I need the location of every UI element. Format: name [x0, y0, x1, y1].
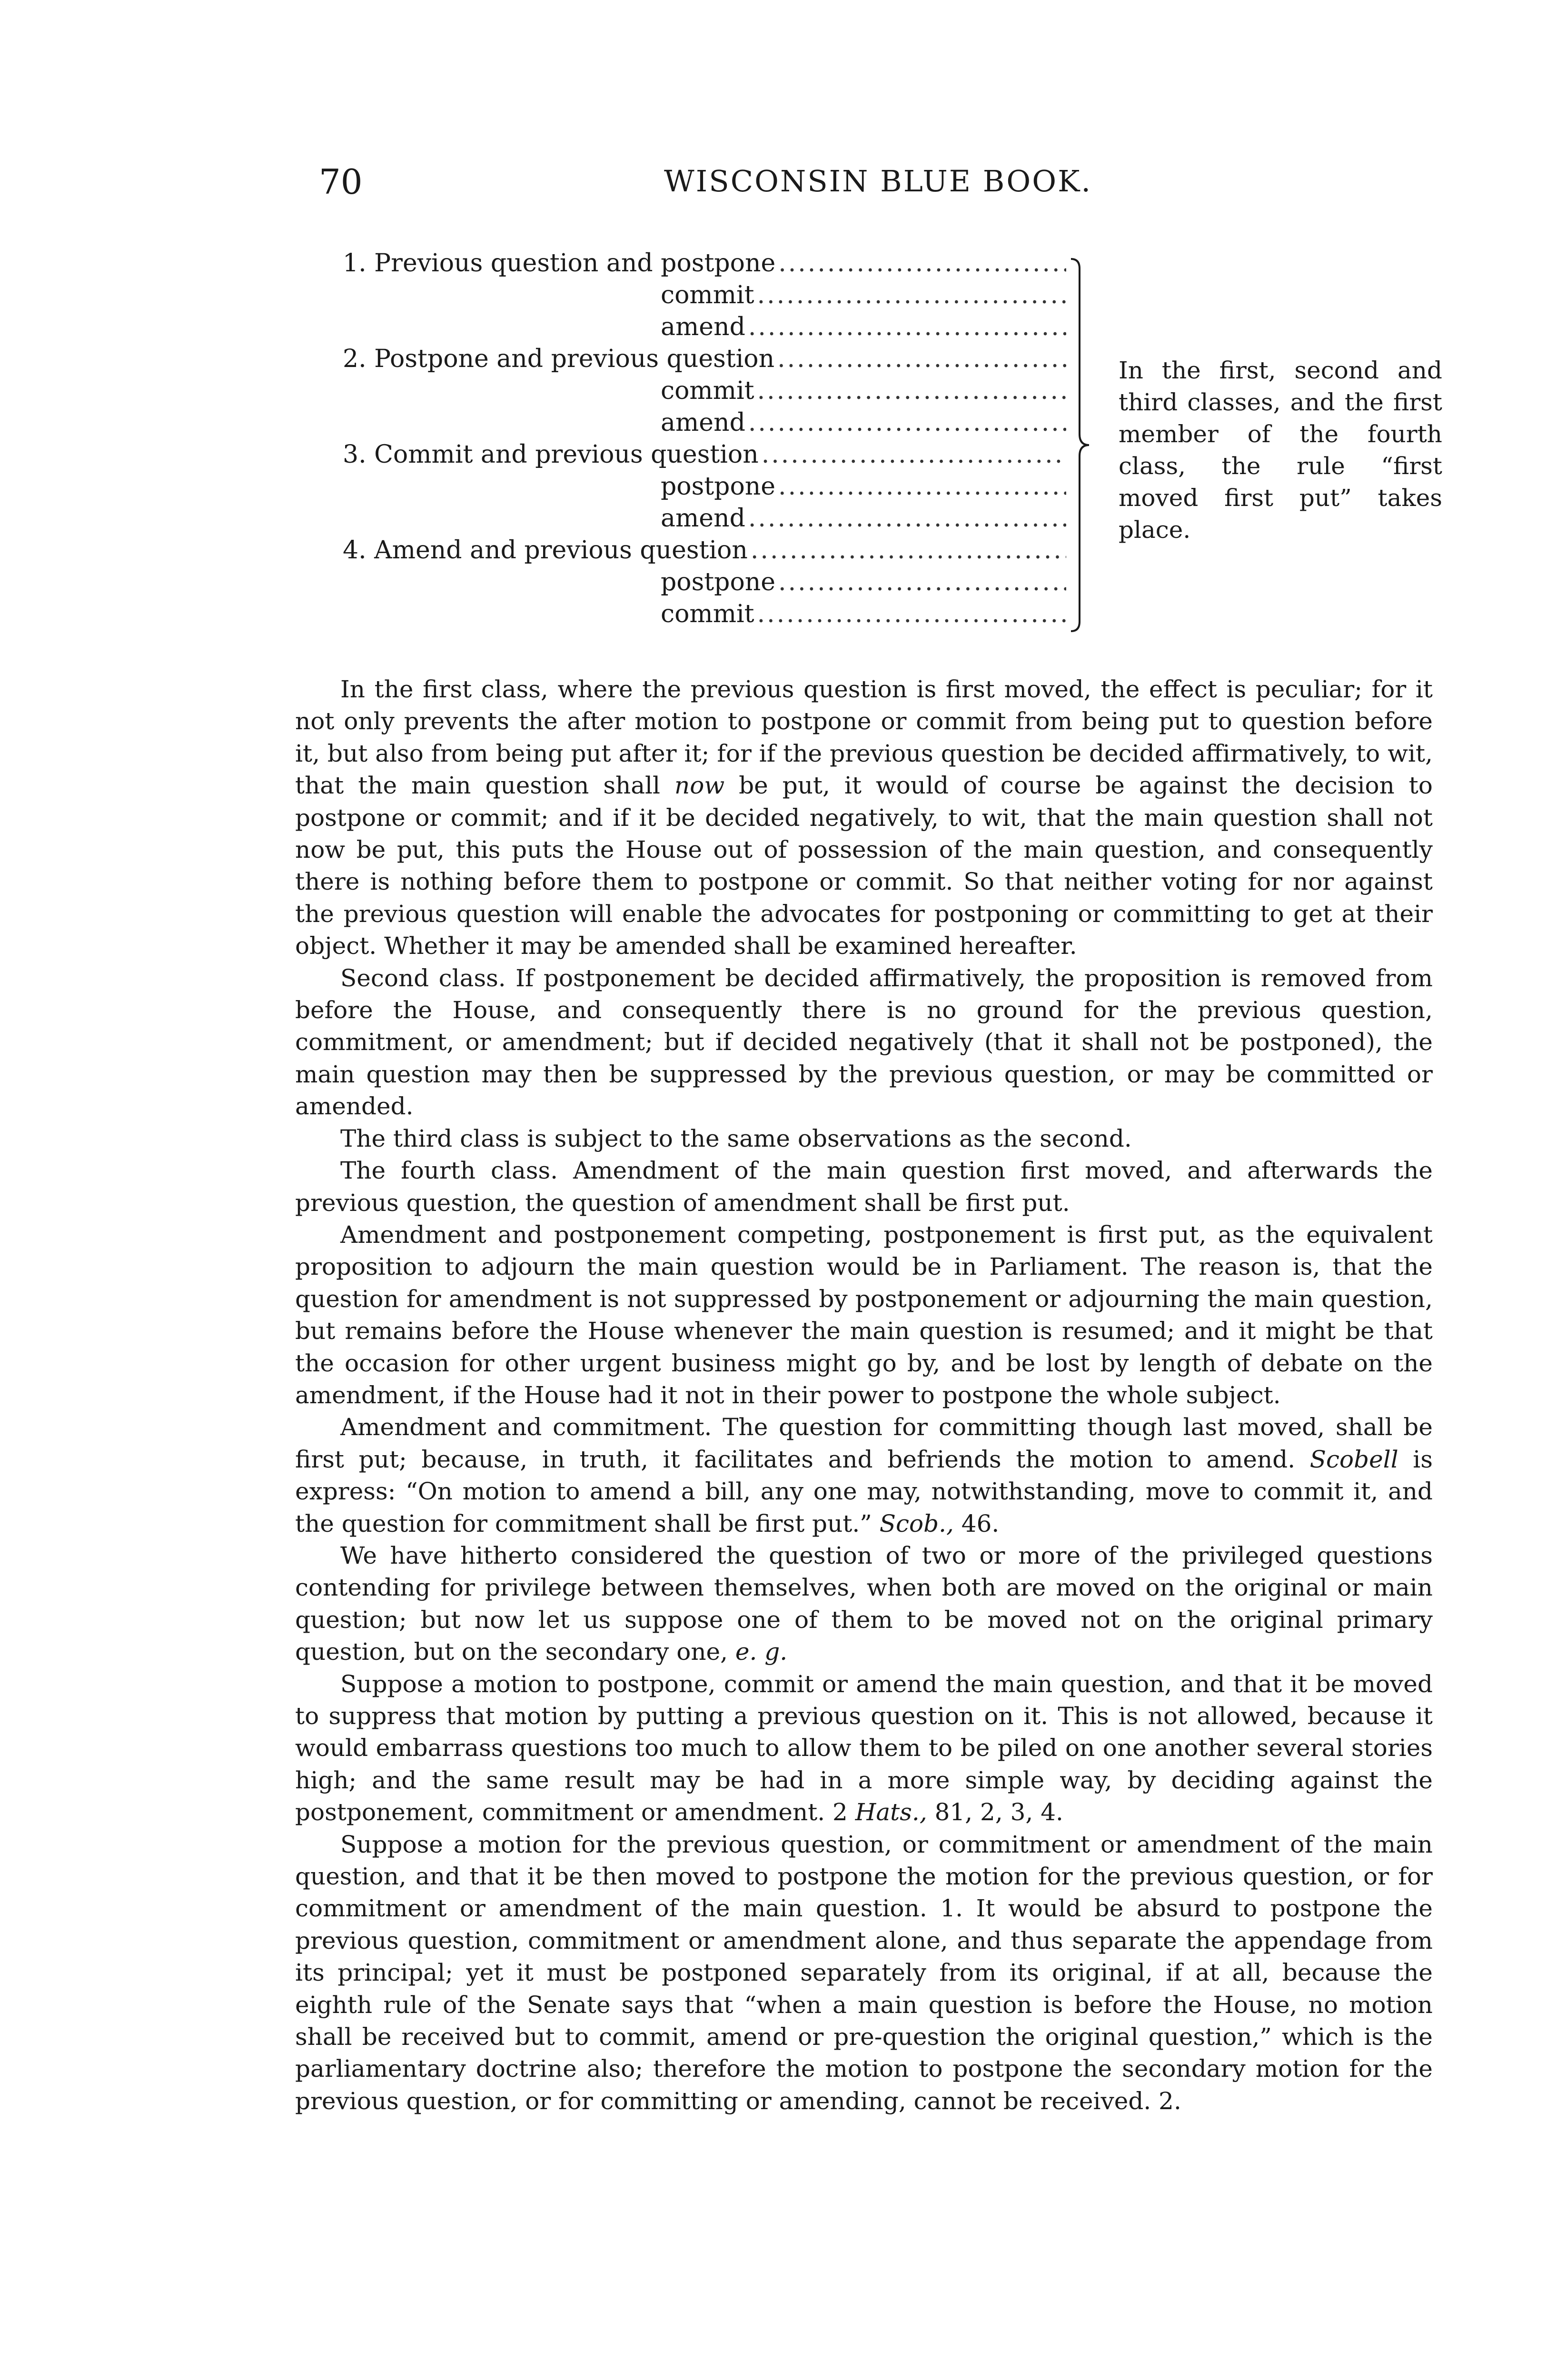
list-item-label: 4. Amend and previous question	[343, 536, 748, 565]
list-item	[343, 311, 1066, 343]
dot-leader	[757, 598, 1066, 630]
paragraph	[295, 1668, 1433, 1829]
paragraph	[295, 674, 1433, 962]
text-run: be put, it would of course be against the decision to postpone or commit; and if it be decided negatively, to wit, that the main question shall not now be put, this puts the House out of possession of the main question, and consequently there is nothing before them to postpone or commit. So that neither voting for nor against the previous question will enable the advocates for postponing or committing to get at their object. Whether it may be amended shall be examined hereafter.	[295, 772, 1433, 960]
text-run: The third class is subject to the same observations as the second.	[340, 1124, 1132, 1152]
list-item-label: 1. Previous question and postpone	[343, 249, 776, 278]
dot-leader	[748, 503, 1066, 535]
text-run: Suppose a motion for the previous question, or commitment or amendment of the main question, and that it be then moved to postpone the motion for the previous question, or for commitment or amendment of the main question. 1. It would be absurd to postpone the previous question, commitment or amendment alone, and thus separate the appendage from its principal; yet it must be postponed separately from its original, if at all, because the eighth rule of the Senate says that “when a main question is before the House, no motion shall be received but to commit, amend or pre-question the original question,” which is the parliamentary doctrine also; therefore the motion to postpone the secondary motion for the previous question, or for committing or amending, cannot be received. 2.	[295, 1830, 1433, 2115]
text-run: The fourth class. Amendment of the main question first moved, and afterwards the previous question, the question of amendment shall be first put.	[295, 1157, 1433, 1217]
list-item-label: amend	[661, 504, 745, 533]
page-header	[0, 162, 1546, 205]
italic-text: now	[674, 772, 725, 800]
dot-leader	[778, 566, 1066, 598]
paragraph	[295, 1829, 1433, 2118]
dot-leader	[778, 248, 1066, 279]
dot-leader	[762, 439, 1066, 471]
paragraph	[295, 1219, 1433, 1411]
list-item	[343, 503, 1066, 535]
dot-leader	[757, 375, 1066, 407]
list-item	[343, 279, 1066, 311]
italic-text: Hats.,	[855, 1798, 927, 1826]
text-run: 81, 2, 3, 4.	[927, 1798, 1063, 1826]
dot-leader	[757, 279, 1066, 311]
list-item	[343, 598, 1066, 630]
list-item-label: amend	[661, 313, 745, 341]
list-item-label: commit	[661, 600, 754, 628]
list-item-label: commit	[661, 377, 754, 405]
text-run: Second class. If postponement be decided affirmatively, the proposition is removed from before the House, and consequently there is no ground for the previous question, commitment, or amendment; but if decided negatively (that it shall not be postponed), the main question may then be suppressed by the previous question, or may be committed or amended.	[295, 964, 1433, 1121]
paragraph	[295, 1411, 1433, 1540]
side-note: In the first, second and third classes, and the first member of the fourth class, the rule “first moved first put” takes place.	[1119, 357, 1442, 544]
text-run: We have hitherto considered the question of two or more of the privileged questions contending for privilege between themselves, when both are moved on the original or main question; but now let us suppose one of them to be moved not on the original primary question, but on the secondary one,	[295, 1541, 1433, 1666]
dot-leader	[748, 407, 1066, 439]
list-item	[343, 471, 1066, 503]
list-item	[343, 343, 1066, 375]
paragraph	[295, 1155, 1433, 1219]
precedence-list	[343, 248, 1066, 630]
list-item-label: 2. Postpone and previous question	[343, 345, 775, 373]
list-item-label: amend	[661, 408, 745, 437]
text-run: Suppose a motion to postpone, commit or amend the main question, and that it be moved to suppress that motion by putting a previous question on it. This is not allowed, because it would embarrass questions too much to allow them to be piled on one another several stories high; and the same result may be had in a more simple way, by deciding against the postponement, commitment or amendment. 2	[295, 1670, 1433, 1826]
dot-leader	[778, 471, 1066, 503]
text-run: Amendment and commitment. The question for committing though last moved, shall be first put; because, in truth, it facilitates and befriends the motion to amend.	[295, 1413, 1433, 1473]
italic-text: e. g.	[735, 1638, 788, 1666]
dot-leader	[751, 535, 1066, 566]
paragraph	[295, 962, 1433, 1123]
italic-text: Scobell	[1309, 1445, 1398, 1473]
paragraph	[295, 1540, 1433, 1668]
running-title: WISCONSIN BLUE BOOK.	[664, 164, 1092, 198]
list-item-label: 3. Commit and previous question	[343, 440, 759, 469]
italic-text: Scob.,	[879, 1509, 954, 1537]
list-item	[343, 248, 1066, 279]
text-run: is express: “On motion to amend a bill, any one may, notwithstanding, move to commit it, and the question for commitment shall be first put.”	[295, 1445, 1433, 1537]
text-run: Amendment and postponement competing, postponement is first put, as the equivalent proposition to adjourn the main question would be in Parliament. The reason is, that the question for amendment is not suppressed by postponement or adjourning the main question, but remains before the House whenever the main question is resumed; and it might be that the occasion for other urgent business might go by, and be lost by length of debate on the amendment, if the House had it not in their power to postpone the whole subject.	[295, 1220, 1433, 1409]
list-item	[343, 566, 1066, 598]
text-run: In the first class, where the previous question is first moved, the effect is peculiar; for it not only prevents the after motion to postpone or commit from being put to question before it, but also from being put after it; for if the previous question be decided affirmatively, to wit, that the main question shall	[295, 675, 1433, 800]
text-run: 46.	[953, 1509, 1000, 1537]
list-item	[343, 407, 1066, 439]
list-item	[343, 439, 1066, 471]
dot-leader	[748, 311, 1066, 343]
list-item	[343, 535, 1066, 566]
list-item-label: commit	[661, 281, 754, 309]
curly-brace-icon	[1068, 257, 1092, 633]
list-item-label: postpone	[661, 472, 776, 501]
body-text	[295, 674, 1433, 2117]
list-item	[343, 375, 1066, 407]
paragraph	[295, 1123, 1433, 1155]
page-number: 70	[319, 162, 363, 202]
dot-leader	[777, 343, 1066, 375]
list-item-label: postpone	[661, 568, 776, 596]
